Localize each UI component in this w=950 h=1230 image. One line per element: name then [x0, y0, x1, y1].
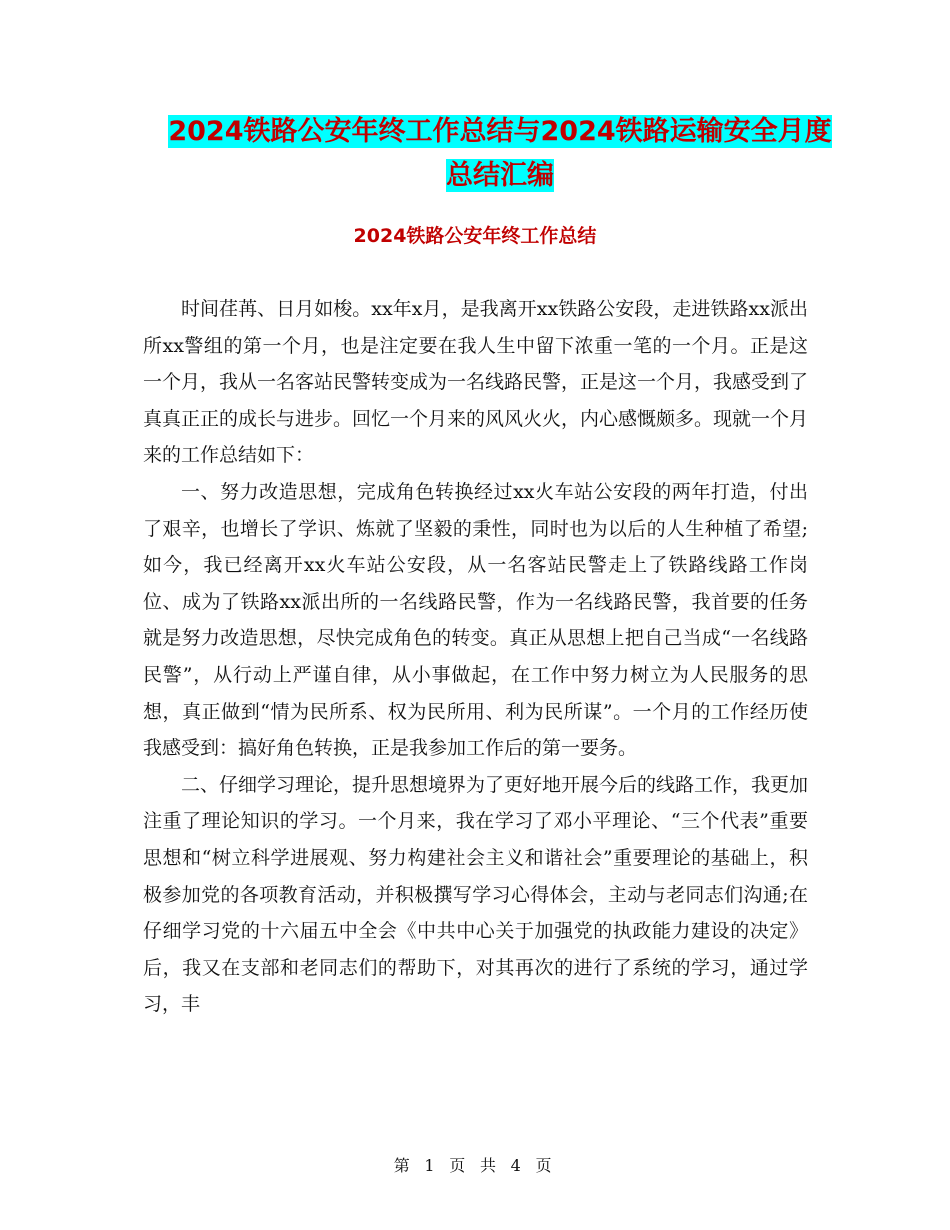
paragraph-section-1: 一、努力改造思想，完成角色转换经过xx火车站公安段的两年打造，付出了艰辛，也增长了学识、炼就了坚毅的秉性，同时也为以后的人生种植了希望;如今，我已经离开xx火车站公安段，从一名客站民警走上了铁路线路工作岗位、成为了铁路xx派出所的一名线路民警，作为一名线路民警，我首要的任务就是努力改造思想，尽快完成角色的转变。真正从思想上把自己当成“一名线路民警”，从行动上严谨自律，从小事做起，在工作中努力树立为人民服务的思想，真正做到“情为民所系、权为民所用、利为民所谋”。一个月的工作经历使我感受到：搞好角色转换，正是我参加工作后的第一要务。 — [143, 480, 808, 760]
title-line-1: 2024铁路公安年终工作总结与2024铁路运输安全月度 — [168, 116, 832, 147]
document-title — [150, 110, 850, 198]
page-footer: 第 1 页 共 4 页 — [393, 1156, 557, 1175]
document-body — [143, 291, 808, 1023]
section-heading: 2024铁路公安年终工作总结 — [353, 225, 597, 247]
paragraph-intro: 时间荏苒、日月如梭。xx年x月，是我离开xx铁路公安段，走进铁路xx派出所xx警组的第一个月，也是注定要在我人生中留下浓重一笔的一个月。正是这一个月，我从一名客站民警转变成为一名线路民警，正是这一个月，我感受到了真真正正的成长与进步。回忆一个月来的风风火火，内心感慨颇多。现就一个月来的工作总结如下： — [143, 298, 809, 467]
title-line-2: 总结汇编 — [446, 160, 554, 191]
paragraph-section-2: 二、仔细学习理论，提升思想境界为了更好地开展今后的线路工作，我更加注重了理论知识的学习。一个月来，我在学习了邓小平理论、“三个代表”重要思想和“树立科学进展观、努力构建社会主义和谐社会”重要理论的基础上，积极参加党的各项教育活动，并积极撰写学习心得体会，主动与老同志们沟通;在仔细学习党的十六届五中全会《中共中心关于加强党的执政能力建设的决定》后，我又在支部和老同志们的帮助下，对其再次的进行了系统的学习，通过学习，丰 — [143, 773, 809, 1016]
